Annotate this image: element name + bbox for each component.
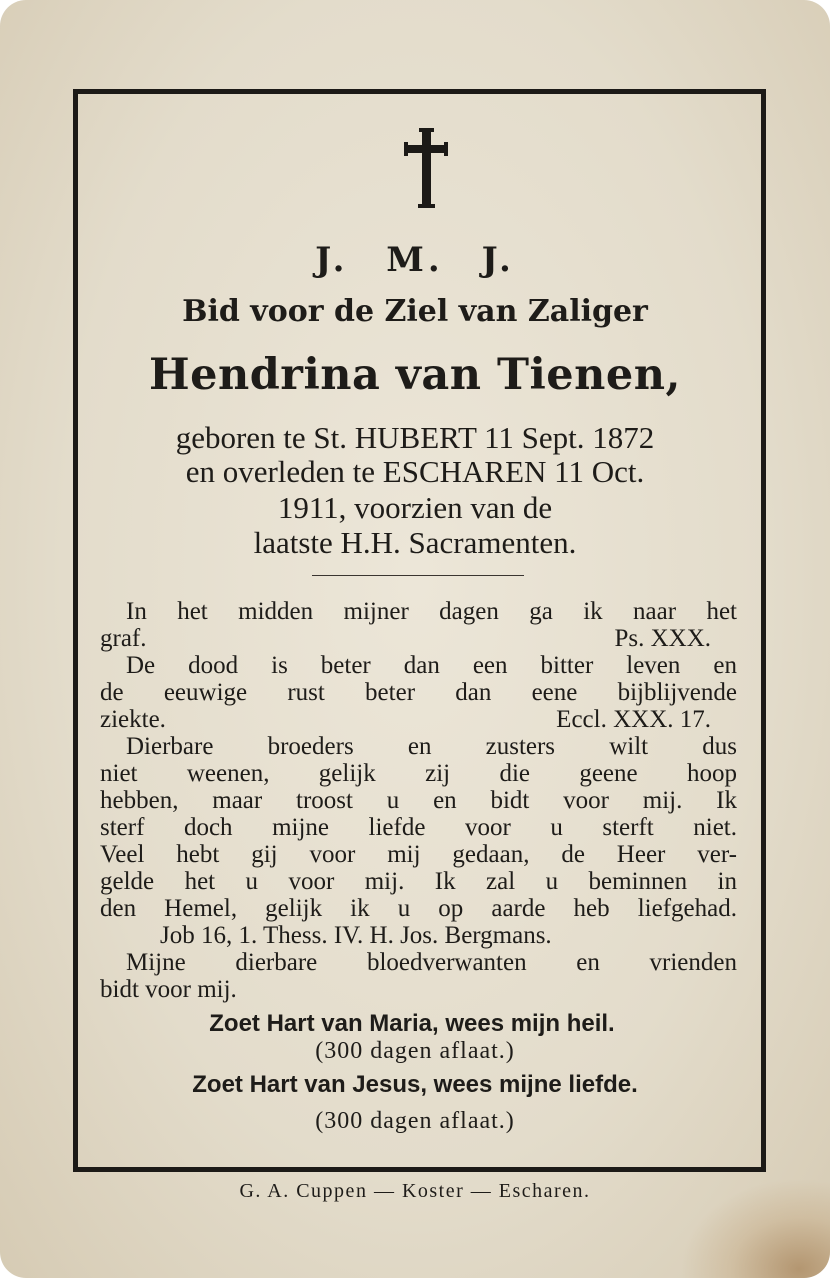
verse-line-ref xyxy=(100,625,737,652)
verse-line: bidt voor mij. xyxy=(100,976,237,1003)
invocation-line: Bid voor de Ziel van Zaliger xyxy=(182,294,648,329)
verse-line: In het midden mijner dagen ga ik naar het xyxy=(126,598,737,625)
verse-line: niet weenen, gelijk zij die geene hoop xyxy=(100,760,737,787)
verse-line: den Hemel, gelijk ik u op aarde heb liefgehad. xyxy=(100,895,737,922)
prayer-maria: Zoet Hart van Maria, wees mijn heil. xyxy=(209,1010,615,1037)
cross-icon xyxy=(404,128,448,208)
verse-reference: Eccl. XXX. 17. xyxy=(556,706,711,733)
prayer-jesus: Zoet Hart van Jesus, wees mijne liefde. xyxy=(192,1071,638,1098)
sacrament-line-2: laatste H.H. Sacramenten. xyxy=(253,525,577,560)
sacrament-line-1: 1911, voorzien van de xyxy=(277,490,553,525)
indulgence-note: (300 dagen aflaat.) xyxy=(315,1038,515,1064)
verse-line-ref xyxy=(100,706,737,733)
deceased-name: Hendrina van Tienen, xyxy=(148,350,682,400)
verse-line: gelde het u voor mij. Ik zal u beminnen in xyxy=(100,868,737,895)
indulgence-note: (300 dagen aflaat.) xyxy=(315,1108,515,1134)
birth-line: geboren te St. HUBERT 11 Sept. 1872 xyxy=(175,420,655,455)
verse-reference: Ps. XXX. xyxy=(614,625,711,652)
divider xyxy=(312,575,524,576)
verse-text: graf. xyxy=(100,625,147,652)
death-line: en overleden te ESCHAREN 11 Oct. xyxy=(185,454,645,489)
jmj-heading: J. M. J. xyxy=(315,240,515,280)
printer-credit: G. A. Cuppen — Koster — Escharen. xyxy=(239,1180,591,1202)
verse-line: sterf doch mijne liefde voor u sterft niet. xyxy=(100,814,737,841)
verse-line: Dierbare broeders en zusters wilt dus xyxy=(126,733,737,760)
verse-line: Veel hebt gij voor mij gedaan, de Heer ver- xyxy=(100,841,737,868)
verse-line: de eeuwige rust beter dan eene bijblijvende xyxy=(100,679,737,706)
verse-line: De dood is beter dan een bitter leven en xyxy=(126,652,737,679)
verse-text: ziekte. xyxy=(100,706,166,733)
verse-line: Mijne dierbare bloedverwanten en vrienden xyxy=(126,949,737,976)
verse-reference: Job 16, 1. Thess. IV. H. Jos. Bergmans. xyxy=(160,922,552,949)
verse-line: hebben, maar troost u en bidt voor mij. Ik xyxy=(100,787,737,814)
